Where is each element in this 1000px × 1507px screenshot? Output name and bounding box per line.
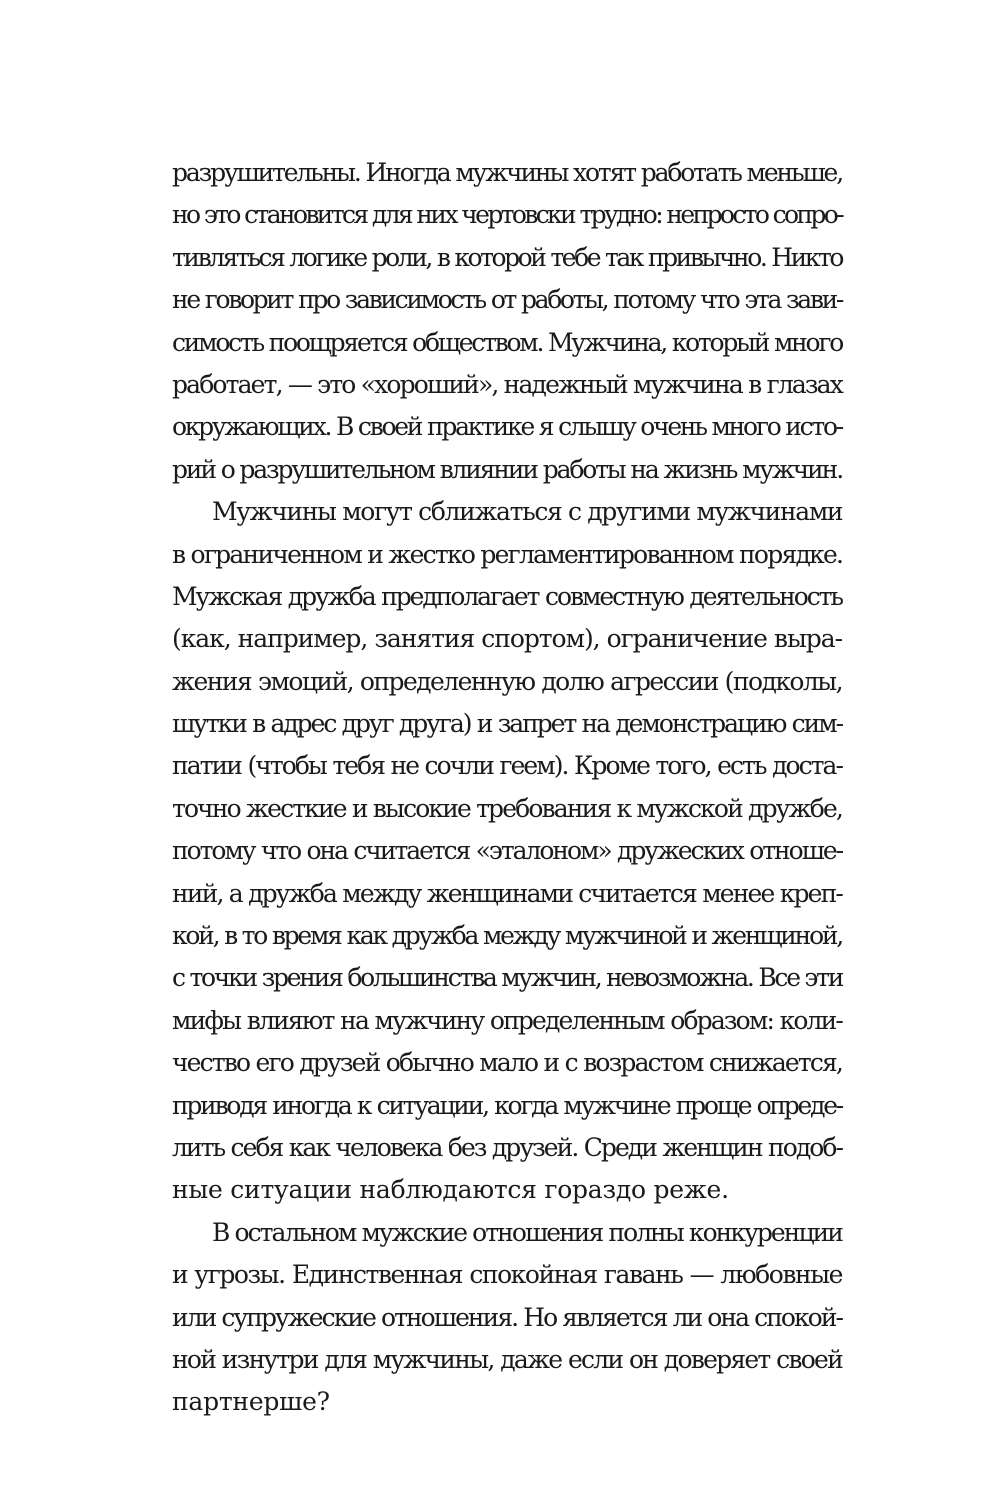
text-line: ной изнутри для мужчины, даже если он доверяет своей — [172, 1344, 842, 1374]
text-line: симость поощряется обществом. Мужчина, который много — [172, 327, 842, 357]
text-line: патии (чтобы тебя не сочли геем). Кроме того, есть доста- — [172, 751, 842, 781]
text-line: лить себя как человека без друзей. Среди женщин подоб- — [172, 1132, 842, 1162]
text-line: ные ситуации наблюдаются гораздо реже. — [172, 1175, 729, 1205]
text-line: потому что она считается «эталоном» дружеских отноше- — [172, 836, 842, 866]
text-line: В остальном мужские отношения полны конкуренции — [212, 1217, 842, 1247]
paragraph — [172, 1212, 842, 1424]
text-line: рий о разрушительном влиянии работы на жизнь мужчин. — [172, 454, 842, 484]
text-line: тивляться логике роли, в которой тебе так привычно. Никто — [172, 242, 842, 272]
text-line: Мужчины могут сближаться с другими мужчинами — [212, 497, 843, 527]
text-line: работает, — это «хороший», надежный мужчина в глазах — [172, 369, 842, 399]
text-line: точно жесткие и высокие требования к мужской дружбе, — [172, 793, 842, 823]
text-line: шутки в адрес друг друга) и запрет на демонстрацию сим- — [172, 709, 842, 739]
text-line: (как, например, занятия спортом), ограничение выра- — [172, 624, 842, 654]
text-line: не говорит про зависимость от работы, потому что эта зави- — [172, 285, 842, 315]
paragraph — [172, 491, 842, 1212]
text-line: окружающих. В своей практике я слышу очень много исто- — [172, 412, 842, 442]
text-line: ний, а дружба между женщинами считается менее креп- — [172, 878, 842, 908]
text-line: чество его друзей обычно мало и с возрастом снижается, — [172, 1048, 842, 1078]
text-line: в ограниченном и жестко регламентированном порядке. — [172, 539, 843, 569]
text-line: но это становится для них чертовски трудно: непросто сопро- — [172, 200, 842, 230]
text-line: жения эмоций, определенную долю агрессии (подколы, — [172, 666, 842, 696]
text-line: и угрозы. Единственная спокойная гавань — любовные — [172, 1260, 842, 1290]
text-line: кой, в то время как дружба между мужчиной и женщиной, — [172, 921, 842, 951]
text-line: разрушительны. Иногда мужчины хотят работать меньше, — [172, 158, 842, 187]
body-text — [172, 152, 842, 1424]
text-line: партнерше? — [172, 1387, 330, 1417]
text-line: мифы влияют на мужчину определенным образом: коли- — [172, 1005, 842, 1035]
text-line: Мужская дружба предполагает совместную деятельность — [172, 581, 842, 611]
paragraph — [172, 152, 842, 491]
text-line: с точки зрения большинства мужчин, невозможна. Все эти — [172, 963, 843, 993]
text-line: или супружеские отношения. Но является ли она спокой- — [172, 1302, 842, 1332]
text-line: приводя иногда к ситуации, когда мужчине проще опреде- — [172, 1090, 842, 1120]
